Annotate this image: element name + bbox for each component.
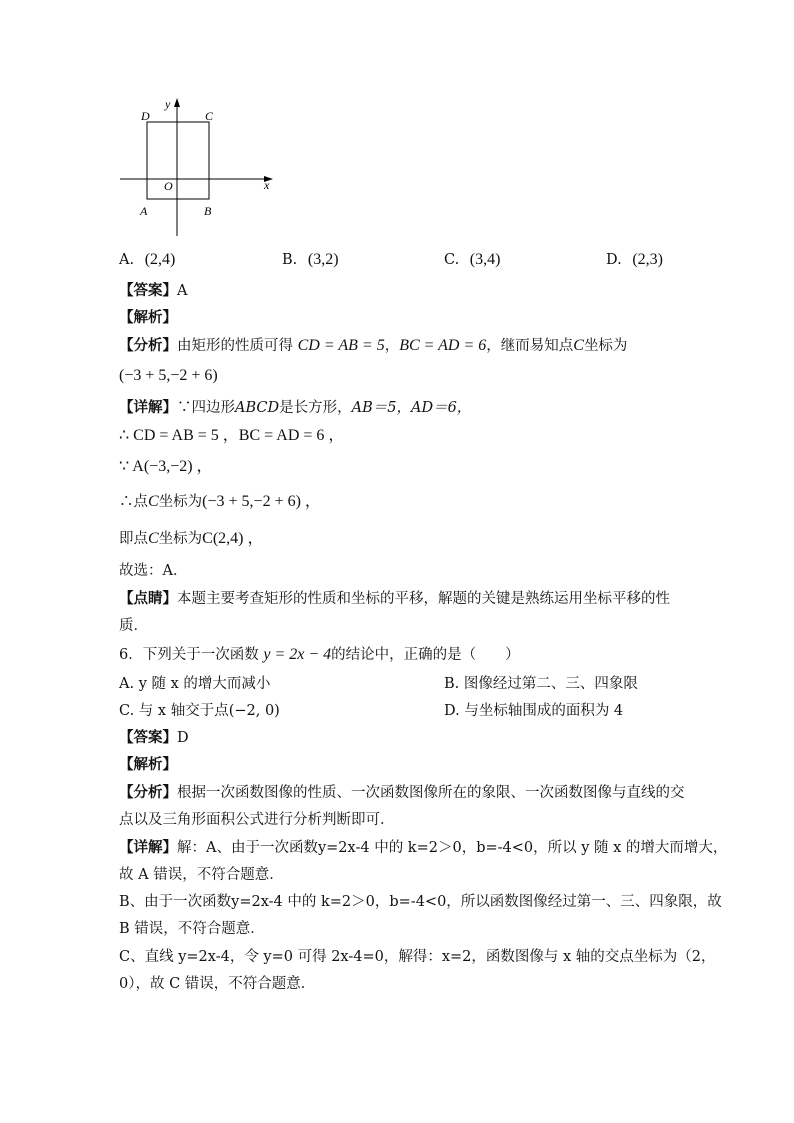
fenxi-eq1: CD = AB = 5: [297, 337, 385, 354]
q6-xj-6: 0），故 C 错误，不符合题意．: [119, 976, 316, 992]
coordinate-figure: [0, 0, 794, 260]
dianjing-text: 本题主要考查矩形的性质和坐标的平移，解题的关键是熟练运用坐标平移的性: [177, 591, 670, 607]
step4-coord: (−3 + 5,−2 + 6) ，: [202, 493, 321, 510]
ad-6: AD＝6，: [410, 400, 472, 416]
label-c: C: [205, 109, 214, 123]
ab-5: AB＝5，: [351, 400, 411, 416]
q6-xj-line-5: [119, 947, 716, 967]
q6-jiexi-heading: 【解析】: [119, 756, 177, 773]
q5-fenxi-line: [119, 336, 627, 356]
option-d-label: D.: [606, 252, 622, 268]
option-c-value: (3,4): [469, 251, 501, 268]
q6-option-b-text: B. 图像经过第二、三、四象限: [444, 676, 638, 692]
fenxi-sep: ，: [384, 338, 400, 354]
xiangjie-text: ∵四边形: [177, 400, 235, 416]
option-d: [606, 250, 663, 270]
xiangjie-tag: 【详解】: [119, 399, 177, 416]
q6-xj-line-4: [119, 919, 265, 939]
q5-answer-line: [119, 281, 187, 301]
answer-tag: 【答案】: [119, 282, 177, 299]
q6-answer-value: D: [177, 730, 189, 746]
q6-xj-line-6: [119, 974, 315, 994]
q6-xj-1: 解：A、由于一次函数y=2x-4 中的 k=2＞0，b=-4<0，所以 y 随 x 的增大而增大，: [177, 840, 728, 856]
q6-answer-line: [119, 728, 189, 748]
q5-step3-line: [119, 457, 213, 477]
q6-option-c-text: C. 与 x 轴交于点(−2, 0): [119, 703, 280, 719]
q6-fenxi-text: 根据一次函数图像的性质、一次函数图像所在的象限、一次函数图像与直线的交: [177, 785, 685, 801]
label-x: x: [264, 178, 270, 192]
q5-step4-line: [119, 492, 321, 512]
q6-xj-5: C、直线 y=2x-4，令 y=0 可得 2x-4=0，解得：x=2，函数图像与 x 轴的交点坐标为（2，: [119, 949, 716, 965]
q5-xiangjie-line: [119, 398, 471, 418]
q5-guxuan-line: [119, 561, 187, 581]
q6-xj-3: B、由于一次函数y=2x-4 中的 k=2＞0，b=-4<0，所以函数图像经过第一、三、四象限，故: [119, 894, 722, 910]
q6-option-d-text: D. 与坐标轴围成的面积为 4: [444, 703, 624, 719]
fenxi-eq2: BC = AD = 6: [399, 337, 487, 354]
fenxi-coord: (−3 + 5,−2 + 6): [119, 367, 218, 384]
step4-prefix: ∴点: [119, 494, 148, 510]
q6-xj-line-3: [119, 892, 722, 912]
y-axis-arrow-icon: [174, 98, 180, 107]
q6-xj-4: B 错误，不符合题意．: [119, 921, 265, 937]
label-b: B: [204, 204, 212, 218]
option-a-label: A.: [119, 252, 135, 268]
option-c-label: C.: [444, 252, 460, 268]
q6-jiexi-line: [119, 755, 177, 775]
label-a: A: [140, 204, 148, 218]
option-b-value: (3,2): [307, 251, 339, 268]
dianjing-tag: 【点睛】: [119, 590, 177, 607]
q6-stem-suffix: 的结论中，正确的是（ ）: [331, 647, 520, 663]
step5-coord: C(2,4) ，: [202, 530, 264, 547]
option-c: [444, 250, 500, 270]
q6-option-c: [119, 701, 280, 721]
option-b-label: B.: [282, 252, 298, 268]
q6-stem-line: [119, 645, 520, 665]
abcd-label: ABCD: [235, 400, 280, 416]
q5-step5-line: [119, 529, 264, 549]
fenxi-text-2: ，继而易知点: [486, 338, 574, 354]
step2-text: ∴ CD = AB = 5 ，BC = AD = 6 ，: [119, 427, 345, 444]
q5-jiexi-line: [119, 308, 177, 328]
guxuan-text: 故选：A．: [119, 563, 188, 579]
step5-mid: 坐标为: [158, 531, 203, 547]
q6-fenxi-text-2: 点以及三角形面积公式进行分析判断即可．: [119, 812, 395, 828]
option-b: [282, 250, 339, 270]
fenxi-tag: 【分析】: [119, 337, 177, 354]
q5-dianjing-line: [119, 589, 670, 609]
fenxi-text: 由矩形的性质可得: [177, 338, 293, 354]
option-a: [119, 250, 175, 270]
label-o: O: [164, 179, 173, 193]
step5-prefix: 即点: [119, 531, 148, 547]
rectangle-abcd: [147, 122, 209, 199]
q6-fenxi-line-2: [119, 810, 395, 830]
q6-option-a: [119, 674, 270, 694]
jiexi-heading: 【解析】: [119, 309, 177, 326]
fenxi-text-3: 坐标为: [583, 338, 628, 354]
answer-value: A: [177, 283, 188, 299]
q6-xj-2: 故 A 错误，不符合题意．: [119, 867, 284, 883]
dianjing-text-2: 质．: [119, 618, 148, 634]
label-d: D: [141, 109, 150, 123]
q6-fenxi-tag: 【分析】: [119, 784, 177, 801]
step4-c: C: [148, 493, 159, 510]
q5-step2-line: [119, 426, 344, 446]
q6-xiangjie-line: [119, 838, 727, 858]
step5-c: C: [148, 530, 159, 547]
label-y: y: [165, 97, 171, 111]
q6-stem-eq: y = 2x − 4: [263, 646, 332, 663]
q6-xj-line-2: [119, 865, 284, 885]
q6-option-d: [444, 701, 623, 721]
q6-option-a-text: A. y 随 x 的增大而减小: [119, 676, 271, 692]
q6-option-b: [444, 674, 638, 694]
fenxi-c: C: [573, 337, 584, 354]
xiangjie-text-2: 是长方形，: [279, 400, 352, 416]
step4-mid: 坐标为: [158, 494, 203, 510]
option-d-value: (2,3): [632, 251, 663, 268]
q5-dianjing-line-2: [119, 616, 148, 636]
q6-stem-prefix: 6．下列关于一次函数: [119, 647, 259, 663]
q6-xiangjie-tag: 【详解】: [119, 839, 177, 856]
q6-answer-tag: 【答案】: [119, 729, 177, 746]
option-a-value: (2,4): [144, 251, 176, 268]
q5-fenxi-coord-line: [119, 366, 218, 386]
q6-fenxi-line: [119, 783, 685, 803]
step3-text: ∵ A(−3,−2) ，: [119, 458, 213, 475]
